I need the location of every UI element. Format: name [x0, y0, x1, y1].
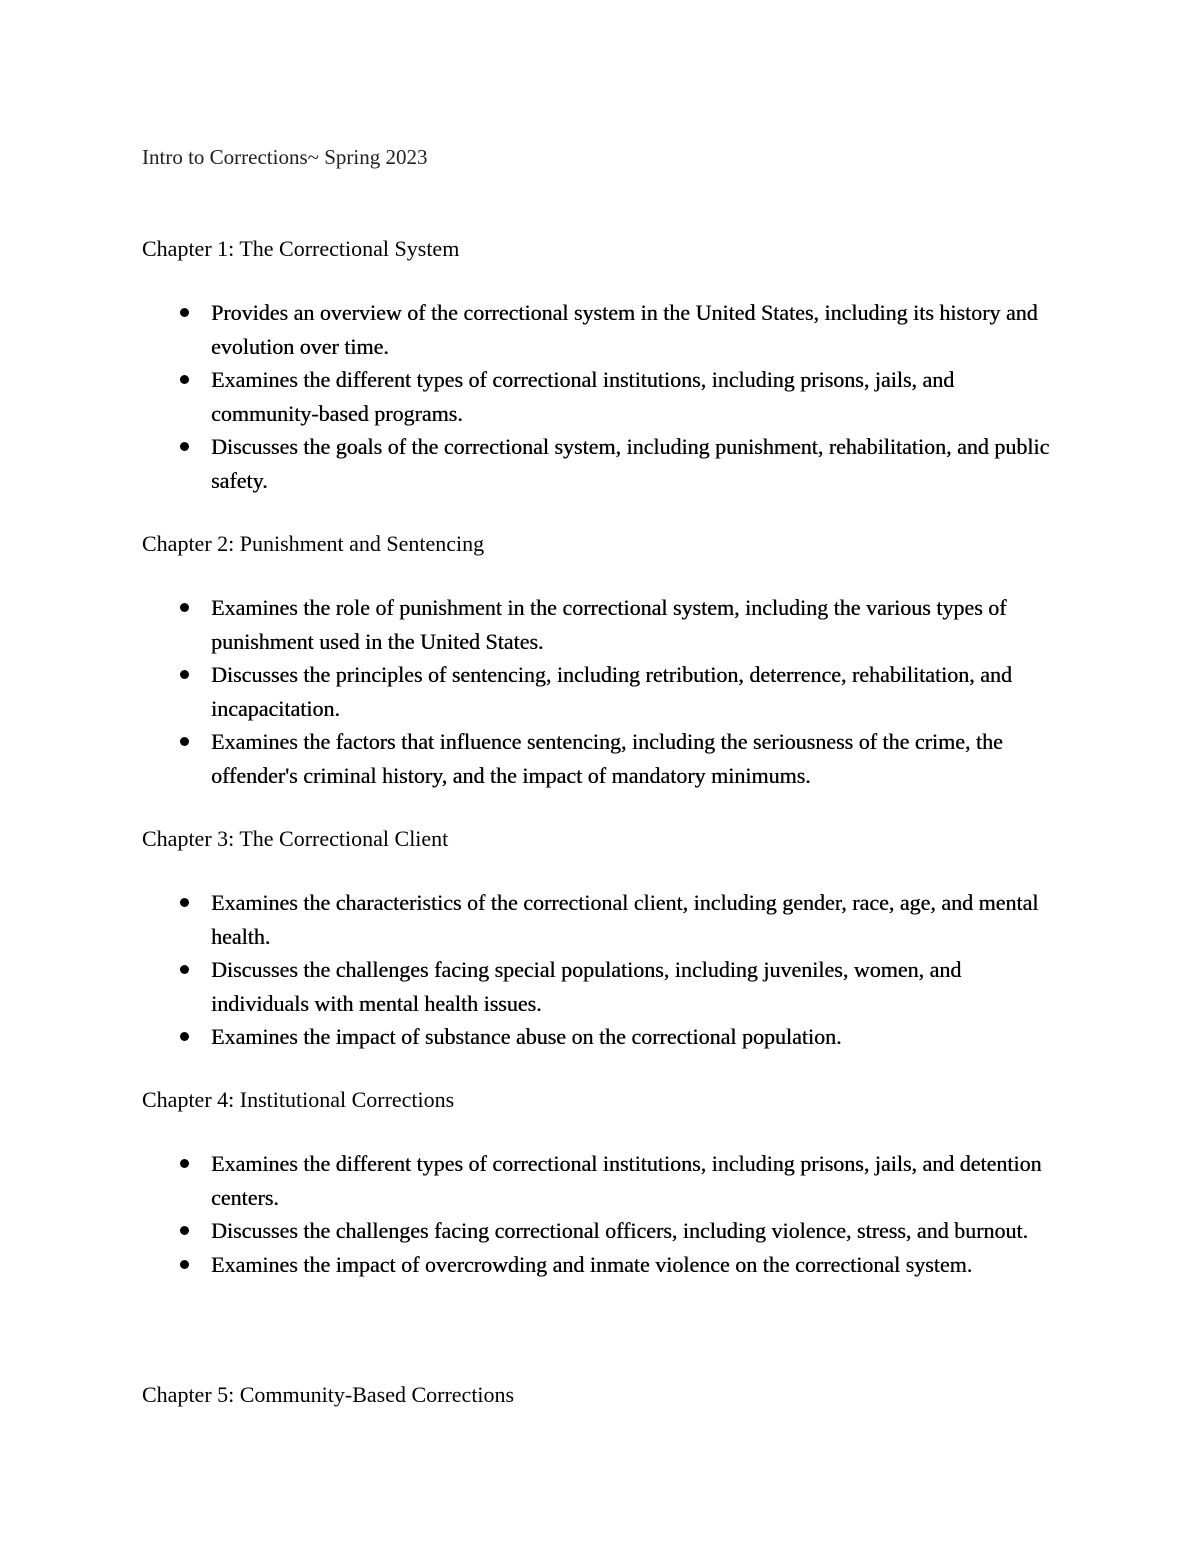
list-item	[180, 658, 1060, 725]
list-item-text: Discusses the challenges facing correctional officers, including violence, stress, and burnout.	[211, 1218, 1029, 1244]
list-item	[180, 430, 1060, 497]
chapter-1-bullet-list	[180, 296, 1060, 498]
list-item	[180, 953, 1060, 1020]
list-item	[180, 1147, 1060, 1214]
list-item-text: Discusses the challenges facing special populations, including juveniles, women, and individuals with mental health issues.	[211, 957, 962, 1016]
bullet-icon	[180, 1032, 189, 1041]
list-item-text: Examines the characteristics of the correctional client, including gender, race, age, and mental health.	[211, 890, 1039, 949]
list-item	[180, 363, 1060, 430]
list-item	[180, 591, 1060, 658]
bullet-icon	[180, 375, 189, 384]
chapter-2-heading: Chapter 2: Punishment and Sentencing	[142, 531, 485, 556]
bullet-icon	[180, 603, 189, 612]
bullet-icon	[180, 442, 189, 451]
list-item	[180, 886, 1060, 953]
chapter-4-heading: Chapter 4: Institutional Corrections	[142, 1087, 455, 1112]
list-item-text: Examines the impact of substance abuse on the correctional population.	[211, 1024, 842, 1050]
chapter-3-bullet-list	[180, 886, 1060, 1054]
bullet-icon	[180, 965, 189, 974]
list-item	[180, 296, 1060, 363]
bullet-icon	[180, 737, 189, 746]
list-item-text: Examines the role of punishment in the correctional system, including the various types of punishment used in the United States.	[211, 595, 1007, 654]
list-item	[180, 1214, 1060, 1248]
list-item-text: Examines the different types of correctional institutions, including prisons, jails, and detention centers.	[211, 1151, 1042, 1210]
chapter-5-heading: Chapter 5: Community-Based Corrections	[142, 1382, 515, 1407]
list-item	[180, 1248, 1060, 1282]
bullet-icon	[180, 670, 189, 679]
bullet-icon	[180, 308, 189, 317]
chapter-4-bullet-list	[180, 1147, 1060, 1281]
list-item-text: Examines the different types of correctional institutions, including prisons, jails, and community-based programs.	[211, 367, 955, 426]
chapter-3-heading: Chapter 3: The Correctional Client	[142, 826, 449, 851]
bullet-icon	[180, 1260, 189, 1269]
chapter-2-bullet-list	[180, 591, 1060, 793]
bullet-icon	[180, 898, 189, 907]
list-item-text: Discusses the goals of the correctional system, including punishment, rehabilitation, and public safety.	[211, 434, 1050, 493]
document-title: Intro to Corrections~ Spring 2023	[142, 145, 428, 169]
list-item-text: Provides an overview of the correctional system in the United States, including its history and evolution over time.	[211, 300, 1038, 359]
chapter-1-heading: Chapter 1: The Correctional System	[142, 236, 460, 261]
bullet-icon	[180, 1159, 189, 1168]
list-item	[180, 1020, 1060, 1054]
list-item-text: Examines the impact of overcrowding and inmate violence on the correctional system.	[211, 1251, 973, 1277]
bullet-icon	[180, 1226, 189, 1235]
list-item-text: Examines the factors that influence sentencing, including the seriousness of the crime, the offender's criminal history, and the impact of mandatory minimums.	[211, 729, 1003, 788]
list-item-text: Discusses the principles of sentencing, including retribution, deterrence, rehabilitation, and incapacitation.	[211, 662, 1012, 721]
list-item	[180, 725, 1060, 792]
